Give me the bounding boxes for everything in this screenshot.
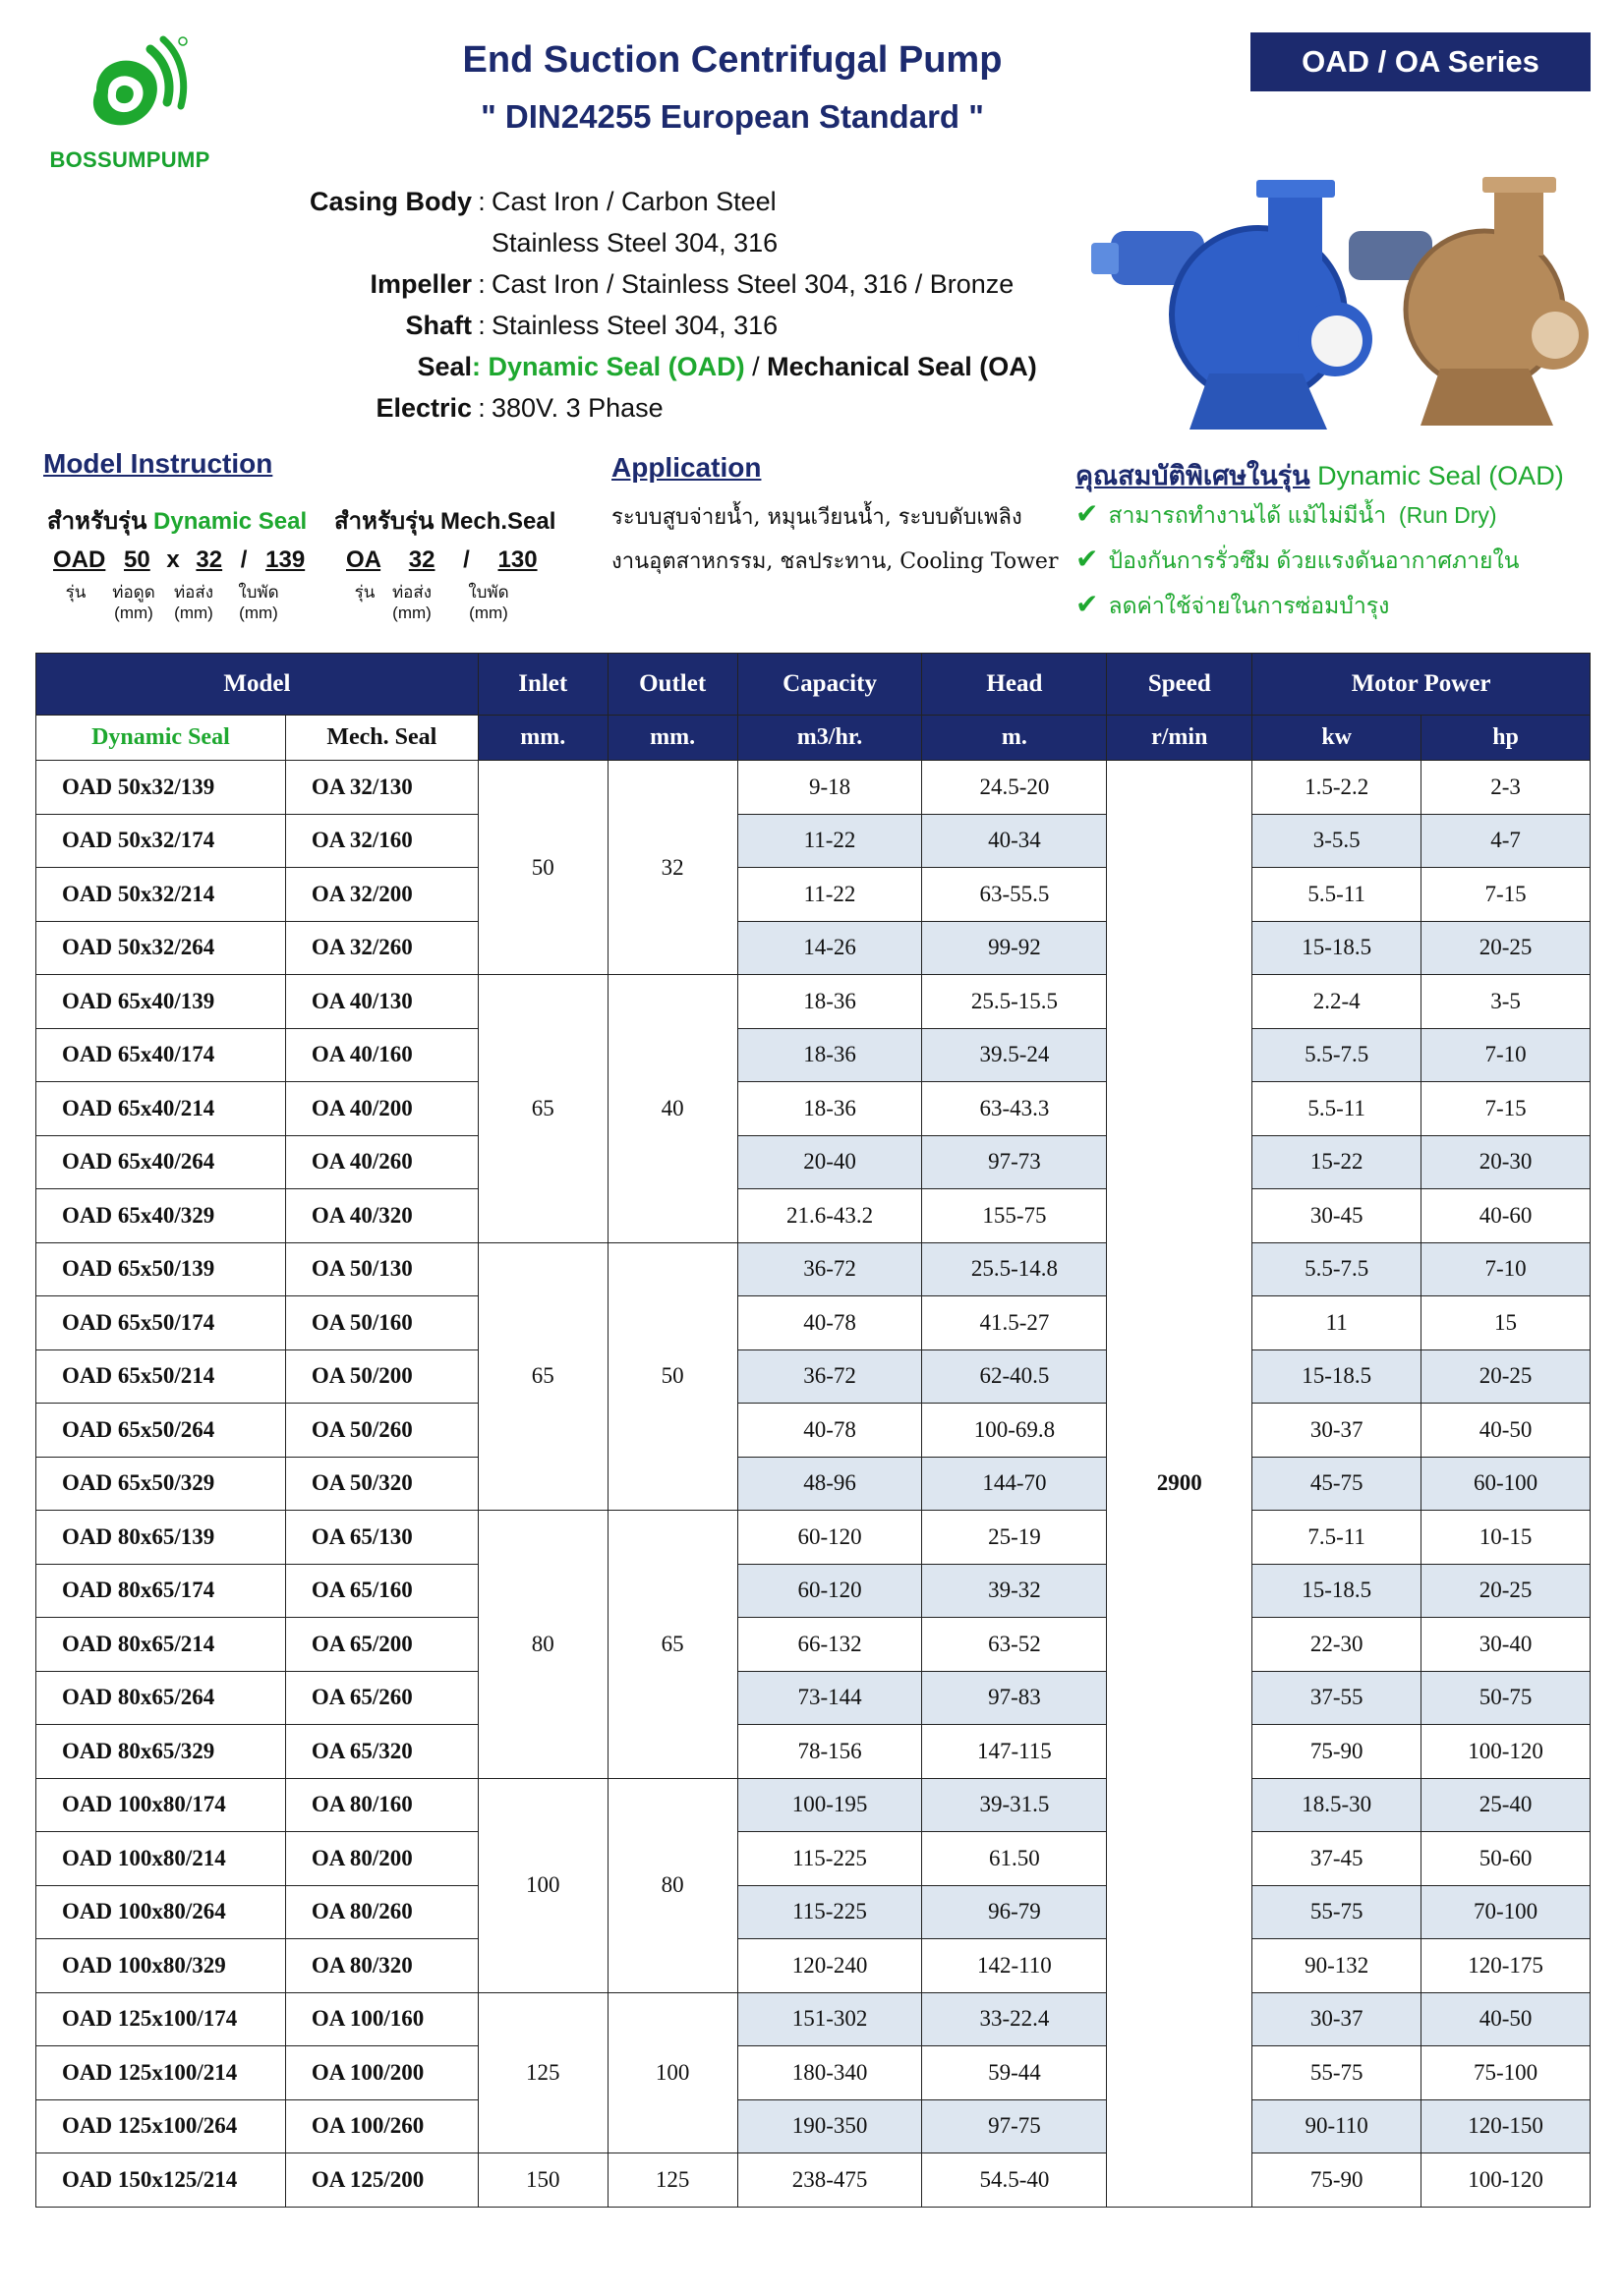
cell-outlet: 100 bbox=[608, 1992, 737, 2153]
cell-dynamic-model: OAD 65x40/264 bbox=[36, 1135, 286, 1189]
cell-dynamic-model: OAD 65x50/139 bbox=[36, 1242, 286, 1296]
header-outlet: Outlet bbox=[608, 654, 737, 716]
table-row bbox=[36, 1992, 1591, 2046]
table-row bbox=[36, 1349, 1591, 1404]
cell-head: 61.50 bbox=[922, 1832, 1107, 1886]
cell-dynamic-model: OAD 65x50/214 bbox=[36, 1349, 286, 1404]
dyn-model-code bbox=[53, 546, 305, 574]
cell-hp: 4-7 bbox=[1421, 814, 1591, 868]
unit-capacity: m3/hr. bbox=[737, 716, 922, 761]
cell-capacity: 66-132 bbox=[737, 1618, 922, 1672]
cell-dynamic-model: OAD 50x32/139 bbox=[36, 761, 286, 815]
cell-kw: 15-18.5 bbox=[1252, 921, 1421, 975]
cell-kw: 45-75 bbox=[1252, 1457, 1421, 1511]
cell-kw: 7.5-11 bbox=[1252, 1511, 1421, 1565]
spec-electric bbox=[197, 393, 664, 432]
cell-dynamic-model: OAD 50x32/174 bbox=[36, 814, 286, 868]
seal-mech: Mechanical Seal (OA) bbox=[767, 352, 1037, 381]
check-icon: ✔ bbox=[1075, 589, 1099, 619]
mech-model-code bbox=[346, 546, 538, 574]
cell-hp: 70-100 bbox=[1421, 1885, 1591, 1939]
code-part: OAD bbox=[53, 546, 106, 573]
header-speed: Speed bbox=[1107, 654, 1252, 716]
table-row bbox=[36, 814, 1591, 868]
cell-capacity: 60-120 bbox=[737, 1564, 922, 1618]
cell-capacity: 14-26 bbox=[737, 921, 922, 975]
cell-mech-model: OA 100/200 bbox=[285, 2046, 478, 2100]
cell-head: 97-75 bbox=[922, 2099, 1107, 2153]
cell-head: 142-110 bbox=[922, 1939, 1107, 1993]
cell-kw: 75-90 bbox=[1252, 2153, 1421, 2208]
cell-head: 155-75 bbox=[922, 1189, 1107, 1243]
cell-hp: 20-25 bbox=[1421, 1564, 1591, 1618]
cell-mech-model: OA 65/160 bbox=[285, 1564, 478, 1618]
cell-outlet: 80 bbox=[608, 1778, 737, 1992]
cell-dynamic-model: OAD 125x100/264 bbox=[36, 2099, 286, 2153]
cell-mech-model: OA 32/200 bbox=[285, 868, 478, 922]
table-row bbox=[36, 2153, 1591, 2208]
cell-mech-model: OA 32/130 bbox=[285, 761, 478, 815]
cell-outlet: 125 bbox=[608, 2153, 737, 2208]
code-part: 130 bbox=[497, 546, 538, 573]
cell-head: 41.5-27 bbox=[922, 1296, 1107, 1350]
table-row bbox=[36, 921, 1591, 975]
cell-inlet: 65 bbox=[478, 975, 608, 1243]
cell-mech-model: OA 32/160 bbox=[285, 814, 478, 868]
cell-capacity: 9-18 bbox=[737, 761, 922, 815]
lbl-inlet: ท่อดูด (mm) bbox=[112, 583, 155, 622]
cell-dynamic-model: OAD 100x80/264 bbox=[36, 1885, 286, 1939]
application-line-1: ระบบสูบจ่ายน้ำ, หมุนเวียนน้ำ, ระบบดับเพลิง bbox=[611, 505, 1022, 530]
table-row bbox=[36, 1725, 1591, 1779]
lbl-outlet: ท่อส่ง (mm) bbox=[173, 583, 214, 622]
table-row bbox=[36, 1457, 1591, 1511]
cell-mech-model: OA 65/130 bbox=[285, 1511, 478, 1565]
spec-value: Stainless Steel 304, 316 bbox=[492, 228, 779, 258]
table-row bbox=[36, 1939, 1591, 1993]
cell-mech-model: OA 50/200 bbox=[285, 1349, 478, 1404]
cell-dynamic-model: OAD 80x65/139 bbox=[36, 1511, 286, 1565]
cell-mech-model: OA 50/260 bbox=[285, 1404, 478, 1458]
code-part: / bbox=[463, 546, 470, 573]
cell-mech-model: OA 65/200 bbox=[285, 1618, 478, 1672]
cell-hp: 30-40 bbox=[1421, 1618, 1591, 1672]
cell-capacity: 20-40 bbox=[737, 1135, 922, 1189]
table-row bbox=[36, 1511, 1591, 1565]
cell-dynamic-model: OAD 65x40/329 bbox=[36, 1189, 286, 1243]
cell-dynamic-model: OAD 80x65/214 bbox=[36, 1618, 286, 1672]
cell-kw: 5.5-7.5 bbox=[1252, 1028, 1421, 1082]
cell-kw: 11 bbox=[1252, 1296, 1421, 1350]
cell-mech-model: OA 65/320 bbox=[285, 1725, 478, 1779]
mi-dynamic-title bbox=[47, 501, 307, 540]
cell-kw: 3-5.5 bbox=[1252, 814, 1421, 868]
cell-capacity: 151-302 bbox=[737, 1992, 922, 2046]
cell-capacity: 115-225 bbox=[737, 1885, 922, 1939]
cell-hp: 3-5 bbox=[1421, 975, 1591, 1029]
check-icon: ✔ bbox=[1075, 544, 1099, 574]
cell-capacity: 40-78 bbox=[737, 1404, 922, 1458]
cell-capacity: 100-195 bbox=[737, 1778, 922, 1832]
cell-head: 40-34 bbox=[922, 814, 1107, 868]
lbl-outlet: ท่อส่ง (mm) bbox=[391, 583, 433, 622]
cell-inlet: 125 bbox=[478, 1992, 608, 2153]
cell-capacity: 48-96 bbox=[737, 1457, 922, 1511]
cell-capacity: 180-340 bbox=[737, 2046, 922, 2100]
cell-head: 63-52 bbox=[922, 1618, 1107, 1672]
header-capacity: Capacity bbox=[737, 654, 922, 716]
code-part: / bbox=[240, 546, 248, 573]
cell-dynamic-model: OAD 50x32/214 bbox=[36, 868, 286, 922]
cell-mech-model: OA 40/200 bbox=[285, 1082, 478, 1136]
cell-kw: 90-132 bbox=[1252, 1939, 1421, 1993]
cell-dynamic-model: OAD 65x50/174 bbox=[36, 1296, 286, 1350]
code-part: 32 bbox=[196, 546, 223, 573]
unit-speed: r/min bbox=[1107, 716, 1252, 761]
spec-impeller bbox=[197, 269, 1014, 309]
cell-kw: 5.5-11 bbox=[1252, 1082, 1421, 1136]
lbl-model: รุ่น bbox=[354, 583, 376, 602]
seal-sep: / bbox=[744, 352, 768, 381]
table-row bbox=[36, 1135, 1591, 1189]
cell-hp: 60-100 bbox=[1421, 1457, 1591, 1511]
table-row bbox=[36, 1296, 1591, 1350]
cell-capacity: 11-22 bbox=[737, 814, 922, 868]
cell-hp: 7-15 bbox=[1421, 868, 1591, 922]
cell-head: 33-22.4 bbox=[922, 1992, 1107, 2046]
cell-dynamic-model: OAD 150x125/214 bbox=[36, 2153, 286, 2208]
cell-kw: 5.5-11 bbox=[1252, 868, 1421, 922]
cell-dynamic-model: OAD 100x80/174 bbox=[36, 1778, 286, 1832]
cell-mech-model: OA 50/320 bbox=[285, 1457, 478, 1511]
table-row bbox=[36, 975, 1591, 1029]
feature-item: ✔ ป้องกันการรั่วซึม ด้วยแรงดันอากาศภายใน bbox=[1075, 544, 1520, 574]
cell-hp: 20-25 bbox=[1421, 1349, 1591, 1404]
cell-capacity: 36-72 bbox=[737, 1242, 922, 1296]
seal-dynamic: : Dynamic Seal (OAD) bbox=[472, 352, 745, 381]
table-row bbox=[36, 1832, 1591, 1886]
cell-capacity: 21.6-43.2 bbox=[737, 1189, 922, 1243]
pump-product-image bbox=[1091, 172, 1593, 437]
cell-dynamic-model: OAD 65x40/214 bbox=[36, 1082, 286, 1136]
spec-colon: : bbox=[478, 187, 486, 216]
header-model: Model bbox=[36, 654, 479, 716]
cell-kw: 37-45 bbox=[1252, 1832, 1421, 1886]
cell-inlet: 80 bbox=[478, 1511, 608, 1779]
table-row bbox=[36, 1082, 1591, 1136]
cell-hp: 50-75 bbox=[1421, 1671, 1591, 1725]
cell-dynamic-model: OAD 80x65/329 bbox=[36, 1725, 286, 1779]
cell-capacity: 73-144 bbox=[737, 1671, 922, 1725]
table-row bbox=[36, 1564, 1591, 1618]
cell-capacity: 120-240 bbox=[737, 1939, 922, 1993]
spec-value: Cast Iron / Stainless Steel 304, 316 / Bronze bbox=[492, 269, 1015, 299]
cell-capacity: 60-120 bbox=[737, 1511, 922, 1565]
cell-hp: 25-40 bbox=[1421, 1778, 1591, 1832]
cell-capacity: 238-475 bbox=[737, 2153, 922, 2208]
pump-spec-table bbox=[35, 653, 1591, 2208]
code-part: 139 bbox=[265, 546, 306, 573]
cell-hp: 100-120 bbox=[1421, 2153, 1591, 2208]
cell-inlet: 150 bbox=[478, 2153, 608, 2208]
cell-head: 39.5-24 bbox=[922, 1028, 1107, 1082]
application-line-2: งานอุตสาหกรรม, ชลประทาน, Cooling Tower bbox=[611, 549, 1059, 574]
cell-head: 99-92 bbox=[922, 921, 1107, 975]
cell-hp: 50-60 bbox=[1421, 1832, 1591, 1886]
cell-kw: 55-75 bbox=[1252, 1885, 1421, 1939]
cell-head: 25.5-14.8 bbox=[922, 1242, 1107, 1296]
cell-kw: 55-75 bbox=[1252, 2046, 1421, 2100]
cell-dynamic-model: OAD 100x80/214 bbox=[36, 1832, 286, 1886]
unit-dynamic-seal: Dynamic Seal bbox=[36, 716, 286, 761]
cell-dynamic-model: OAD 65x40/174 bbox=[36, 1028, 286, 1082]
code-part: OA bbox=[346, 546, 381, 573]
page-title: End Suction Centrifugal Pump bbox=[462, 39, 1003, 81]
cell-mech-model: OA 80/260 bbox=[285, 1885, 478, 1939]
cell-dynamic-model: OAD 80x65/264 bbox=[36, 1671, 286, 1725]
cell-mech-model: OA 100/260 bbox=[285, 2099, 478, 2153]
cell-hp: 100-120 bbox=[1421, 1725, 1591, 1779]
header-motor-power: Motor Power bbox=[1252, 654, 1591, 716]
cell-outlet: 32 bbox=[608, 761, 737, 975]
cell-hp: 40-50 bbox=[1421, 1404, 1591, 1458]
cell-hp: 20-25 bbox=[1421, 921, 1591, 975]
cell-hp: 7-10 bbox=[1421, 1028, 1591, 1082]
table-row bbox=[36, 1242, 1591, 1296]
spec-casing-2 bbox=[197, 228, 778, 267]
cell-dynamic-model: OAD 50x32/264 bbox=[36, 921, 286, 975]
lbl-model: รุ่น bbox=[65, 583, 87, 602]
header-inlet: Inlet bbox=[478, 654, 608, 716]
cell-dynamic-model: OAD 125x100/214 bbox=[36, 2046, 286, 2100]
cell-dynamic-model: OAD 65x40/139 bbox=[36, 975, 286, 1029]
code-part: x bbox=[166, 546, 180, 573]
cell-hp: 7-15 bbox=[1421, 1082, 1591, 1136]
cell-hp: 2-3 bbox=[1421, 761, 1591, 815]
table-row bbox=[36, 2099, 1591, 2153]
cell-outlet: 65 bbox=[608, 1511, 737, 1779]
table-row bbox=[36, 1671, 1591, 1725]
cell-inlet: 50 bbox=[478, 761, 608, 975]
cell-head: 63-43.3 bbox=[922, 1082, 1107, 1136]
cell-kw: 37-55 bbox=[1252, 1671, 1421, 1725]
cell-capacity: 40-78 bbox=[737, 1296, 922, 1350]
table-row bbox=[36, 761, 1591, 815]
cell-mech-model: OA 50/160 bbox=[285, 1296, 478, 1350]
feature-item: ✔ ลดค่าใช้จ่ายในการซ่อมบำรุง bbox=[1075, 589, 1390, 619]
spec-label: Impeller bbox=[370, 269, 472, 299]
table-row bbox=[36, 2046, 1591, 2100]
code-part: 32 bbox=[408, 546, 435, 573]
cell-hp: 15 bbox=[1421, 1296, 1591, 1350]
spec-label: Electric bbox=[376, 393, 472, 423]
cell-hp: 7-10 bbox=[1421, 1242, 1591, 1296]
unit-kw: kw bbox=[1252, 716, 1421, 761]
page-subtitle: " DIN24255 European Standard " bbox=[481, 98, 984, 135]
spec-seal bbox=[197, 352, 1037, 391]
cell-kw: 15-22 bbox=[1252, 1135, 1421, 1189]
cell-head: 25-19 bbox=[922, 1511, 1107, 1565]
cell-hp: 40-60 bbox=[1421, 1189, 1591, 1243]
spec-value: Stainless Steel 304, 316 bbox=[492, 311, 779, 340]
cell-hp: 120-175 bbox=[1421, 1939, 1591, 1993]
cell-dynamic-model: OAD 80x65/174 bbox=[36, 1564, 286, 1618]
lbl-impeller: ใบพัด (mm) bbox=[238, 583, 279, 622]
cell-kw: 90-110 bbox=[1252, 2099, 1421, 2153]
mi-mech-title: สำหรับรุ่น Mech.Seal bbox=[334, 508, 556, 535]
cell-head: 54.5-40 bbox=[922, 2153, 1107, 2208]
table-row bbox=[36, 1189, 1591, 1243]
cell-mech-model: OA 32/260 bbox=[285, 921, 478, 975]
cell-capacity: 18-36 bbox=[737, 1082, 922, 1136]
check-icon: ✔ bbox=[1075, 498, 1099, 529]
features-heading-text: คุณสมบัติพิเศษในรุ่น bbox=[1075, 461, 1310, 490]
cell-capacity: 18-36 bbox=[737, 1028, 922, 1082]
cell-speed: 2900 bbox=[1107, 761, 1252, 2208]
table-row bbox=[36, 1028, 1591, 1082]
cell-capacity: 11-22 bbox=[737, 868, 922, 922]
cell-dynamic-model: OAD 65x50/264 bbox=[36, 1404, 286, 1458]
cell-mech-model: OA 40/130 bbox=[285, 975, 478, 1029]
unit-hp: hp bbox=[1421, 716, 1591, 761]
cell-kw: 75-90 bbox=[1252, 1725, 1421, 1779]
cell-head: 97-73 bbox=[922, 1135, 1107, 1189]
unit-mech-seal: Mech. Seal bbox=[285, 716, 478, 761]
cell-kw: 18.5-30 bbox=[1252, 1778, 1421, 1832]
cell-capacity: 18-36 bbox=[737, 975, 922, 1029]
cell-head: 63-55.5 bbox=[922, 868, 1107, 922]
cell-kw: 30-37 bbox=[1252, 1404, 1421, 1458]
cell-kw: 2.2-4 bbox=[1252, 975, 1421, 1029]
cell-mech-model: OA 80/320 bbox=[285, 1939, 478, 1993]
spec-colon: : bbox=[478, 311, 486, 340]
cell-dynamic-model: OAD 125x100/174 bbox=[36, 1992, 286, 2046]
cell-head: 59-44 bbox=[922, 2046, 1107, 2100]
spec-value: 380V. 3 Phase bbox=[492, 393, 664, 423]
cell-head: 39-31.5 bbox=[922, 1778, 1107, 1832]
cell-head: 25.5-15.5 bbox=[922, 975, 1107, 1029]
cell-mech-model: OA 125/200 bbox=[285, 2153, 478, 2208]
cell-head: 97-83 bbox=[922, 1671, 1107, 1725]
features-heading bbox=[1075, 454, 1564, 496]
cell-kw: 30-45 bbox=[1252, 1189, 1421, 1243]
cell-inlet: 100 bbox=[478, 1778, 608, 1992]
unit-outlet: mm. bbox=[608, 716, 737, 761]
cell-dynamic-model: OAD 65x50/329 bbox=[36, 1457, 286, 1511]
spec-value: Cast Iron / Carbon Steel bbox=[492, 187, 777, 216]
table-row bbox=[36, 1618, 1591, 1672]
code-part: 50 bbox=[124, 546, 150, 573]
cell-mech-model: OA 65/260 bbox=[285, 1671, 478, 1725]
mi-dyn-name: Dynamic Seal bbox=[153, 508, 308, 535]
feature-item: ✔ สามารถทำงานได้ แม้ไม่มีน้ำ (Run Dry) bbox=[1075, 498, 1497, 529]
unit-head: m. bbox=[922, 716, 1107, 761]
cell-kw: 5.5-7.5 bbox=[1252, 1242, 1421, 1296]
cell-head: 24.5-20 bbox=[922, 761, 1107, 815]
cell-head: 147-115 bbox=[922, 1725, 1107, 1779]
cell-mech-model: OA 80/160 bbox=[285, 1778, 478, 1832]
cell-outlet: 50 bbox=[608, 1242, 737, 1511]
spec-colon: : bbox=[478, 269, 486, 299]
cell-capacity: 190-350 bbox=[737, 2099, 922, 2153]
cell-mech-model: OA 40/260 bbox=[285, 1135, 478, 1189]
cell-hp: 120-150 bbox=[1421, 2099, 1591, 2153]
table-row bbox=[36, 1885, 1591, 1939]
spec-casing bbox=[197, 187, 777, 226]
cell-hp: 20-30 bbox=[1421, 1135, 1591, 1189]
table-row bbox=[36, 1404, 1591, 1458]
cell-head: 144-70 bbox=[922, 1457, 1107, 1511]
cell-kw: 15-18.5 bbox=[1252, 1564, 1421, 1618]
cell-inlet: 65 bbox=[478, 1242, 608, 1511]
spec-label: Seal bbox=[417, 352, 472, 381]
model-instruction-heading: Model Instruction bbox=[43, 448, 273, 479]
cell-hp: 40-50 bbox=[1421, 1992, 1591, 2046]
brand-name: BOSSUMPUMP bbox=[49, 147, 210, 172]
cell-dynamic-model: OAD 100x80/329 bbox=[36, 1939, 286, 1993]
cell-kw: 22-30 bbox=[1252, 1618, 1421, 1672]
cell-capacity: 36-72 bbox=[737, 1349, 922, 1404]
mi-dyn-prefix: สำหรับรุ่น bbox=[47, 508, 154, 535]
cell-mech-model: OA 100/160 bbox=[285, 1992, 478, 2046]
cell-capacity: 78-156 bbox=[737, 1725, 922, 1779]
cell-head: 96-79 bbox=[922, 1885, 1107, 1939]
lbl-impeller: ใบพัด (mm) bbox=[468, 583, 509, 622]
cell-head: 39-32 bbox=[922, 1564, 1107, 1618]
header-head: Head bbox=[922, 654, 1107, 716]
cell-mech-model: OA 80/200 bbox=[285, 1832, 478, 1886]
cell-kw: 15-18.5 bbox=[1252, 1349, 1421, 1404]
cell-capacity: 115-225 bbox=[737, 1832, 922, 1886]
cell-hp: 75-100 bbox=[1421, 2046, 1591, 2100]
cell-mech-model: OA 50/130 bbox=[285, 1242, 478, 1296]
application-heading: Application bbox=[611, 452, 762, 483]
spec-shaft bbox=[197, 311, 778, 350]
table-row bbox=[36, 868, 1591, 922]
table-row bbox=[36, 1778, 1591, 1832]
cell-head: 100-69.8 bbox=[922, 1404, 1107, 1458]
spec-label: Casing Body bbox=[309, 187, 472, 216]
cell-kw: 30-37 bbox=[1252, 1992, 1421, 2046]
cell-outlet: 40 bbox=[608, 975, 737, 1243]
cell-head: 62-40.5 bbox=[922, 1349, 1107, 1404]
spec-label: Shaft bbox=[405, 311, 472, 340]
features-heading-model: Dynamic Seal (OAD) bbox=[1309, 461, 1564, 490]
cell-mech-model: OA 40/160 bbox=[285, 1028, 478, 1082]
cell-kw: 1.5-2.2 bbox=[1252, 761, 1421, 815]
unit-inlet: mm. bbox=[478, 716, 608, 761]
series-badge: OAD / OA Series bbox=[1250, 32, 1591, 91]
cell-hp: 10-15 bbox=[1421, 1511, 1591, 1565]
cell-mech-model: OA 40/320 bbox=[285, 1189, 478, 1243]
spec-colon: : bbox=[478, 393, 486, 423]
